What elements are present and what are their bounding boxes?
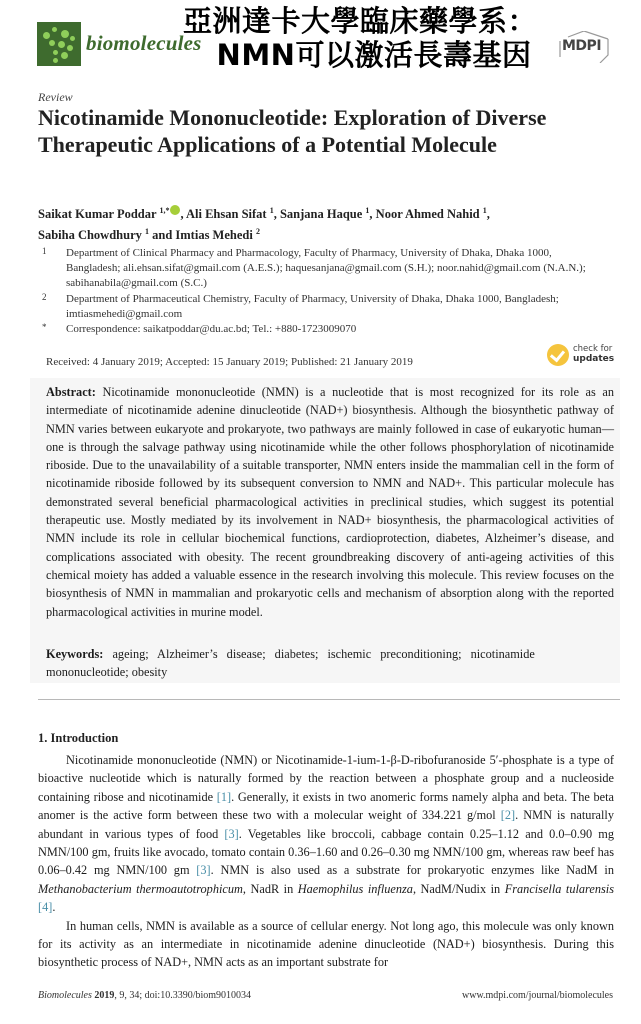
footer-journal: Biomolecules [38, 990, 92, 1001]
species-name: Francisella tularensis [504, 881, 614, 896]
mdpi-logo [558, 31, 610, 63]
correspondence [38, 322, 598, 337]
abstract [46, 383, 614, 621]
author[interactable]: Saikat Kumar Poddar [38, 207, 157, 222]
affiliation-number: * [42, 322, 47, 332]
affiliation-text: Department of Pharmaceutical Chemistry, Faculty of Pharmacy, University of Dhaka, Dhaka 1000, Bangladesh; imtiasmehedi@gmail.com [66, 293, 559, 320]
author-list: Saikat Kumar Poddar $^{1,*}$ , Ali Ehsan Sifat $^1$, Sanjana Haque $^1$, Noor Ahmed Nahid $^1$, Sabiha Chowdhury $^1$ and Imtias Mehedi $^2$ [38, 206, 490, 243]
keywords-text: mononucleotide; obesity [46, 665, 168, 680]
footer-url[interactable]: www.mdpi.com/journal/biomolecules [462, 990, 613, 1001]
author[interactable]: Ali Ehsan Sifat [186, 207, 267, 222]
author-affiliation-sup: 1,* [159, 206, 170, 215]
footer-year: 2019 [94, 990, 115, 1001]
overlay-caption-line1: 亞洲達卡大學臨床藥學系： [182, 4, 537, 38]
introduction-body [38, 751, 614, 972]
footer-doi[interactable]: , 9, 34; doi:10.3390/biom9010034 [114, 990, 252, 1001]
orcid-icon[interactable] [170, 205, 180, 215]
section-divider [38, 699, 620, 700]
author[interactable]: Imtias Mehedi [175, 228, 253, 243]
article-title: Nicotinamide Mononucleotide: Exploration of Diverse Therapeutic Applications of a Potential Molecule [38, 105, 547, 157]
affiliation-text: Department of Clinical Pharmacy and Pharmacology, Faculty of Pharmacy, University of Dhaka, Dhaka 1000, Bangladesh; ali.ehsan.sifat@gmail.com (A.E.S.); haquesanjana@gmail.com (S.H.); noor.nahid@gmail.com (N.A.N.); sabihanabila@gmail.com (S.C.) [66, 247, 586, 289]
abstract-text: Nicotinamide mononucleotide (NMN) is a nucleotide that is most recognized for its role as an intermediate of nicotinamide adenine dinucleotide (NAD+) biosynthesis. Although the biosynthetic pathway of NMN varies between eukaryote and prokaryote, two pathways are mainly followed in case of eukaryotic human—one is through the salvage pathway using nicotinamide while the other follows phosphorylation of nicotinamide riboside. Due to the unavailability of a suitable transporter, NMN enters inside the mammalian cell in the form of nicotinamide riboside followed by its subsequent conversion to NMN and NAD+. This particular molecule has demonstrated several beneficial pharmacological activities in preclinical studies, which suggest its potential therapeutic use. Mostly mediated by its involvement in NAD+ biosynthesis, the pharmacological activities of NMN include its role in cellular biochemical functions, cardioprotection, diabetes, Alzheimer’s disease, and complications associated with obesity. The recent groundbreaking discovery of anti-ageing activities of this chemical moiety has added a valuable essence in the research involving this molecule. This review focuses on the biosynthesis of NMN in mammalian and prokaryotic cells and mechanism of absorption along with the reported pharmacological activities in murine model. [46, 385, 614, 619]
journal-logo-icon [37, 22, 81, 66]
journal-name: biomolecules [86, 31, 202, 55]
affiliation [38, 246, 598, 291]
publication-dates: Received: 4 January 2019; Accepted: 15 January 2019; Published: 21 January 2019 [46, 356, 413, 368]
citation-link[interactable]: [1] [216, 789, 232, 804]
author[interactable]: Sanjana Haque [279, 207, 363, 222]
affiliation [38, 292, 598, 322]
checkmark-icon [547, 344, 569, 366]
author[interactable]: Noor Ahmed Nahid [375, 207, 480, 222]
affiliation-number: 2 [42, 292, 47, 302]
publisher-name: MDPI [562, 38, 602, 54]
footer-citation [38, 990, 251, 1001]
species-name: Haemophilus influenza [297, 881, 413, 896]
author-affiliation-sup: 1 [269, 206, 274, 215]
section-heading: 1. Introduction [38, 731, 119, 745]
overlay-caption-line2: NMN可以激活長壽基因 [216, 38, 532, 72]
author[interactable]: Sabiha Chowdhury [38, 228, 142, 243]
author-affiliation-sup: 1 [365, 206, 370, 215]
affiliation-number: 1 [42, 246, 47, 256]
keywords-label: Keywords: [46, 647, 104, 661]
author-affiliation-sup: 1 [145, 227, 149, 237]
citation-link[interactable]: [2] [500, 808, 516, 823]
species-name: Methanobacterium thermoautotrophicum [38, 881, 243, 896]
citation-link[interactable]: [3] [224, 826, 239, 841]
keywords [46, 645, 614, 682]
author-affiliation-sup: 2 [255, 227, 260, 237]
author-affiliation-sup: 1 [482, 206, 487, 215]
paragraph: Nicotinamide mononucleotide (NMN) or Nicotinamide-1-ium-1-β-D-ribofuranoside 5′-phosphate is a type of bioactive nucleotide which is naturally formed by the reaction between a phosphate group and a nucleoside containing ribose and nicotinamide [1]. Generally, it exists in two anomeric forms namely alpha and beta. The beta anomer is the active form between these two with a molecular weight of 334.221 g/mol [2]. NMN is naturally abundant in various types of food [3]. Vegetables like broccoli, cabbage contain 0.25–1.12 and 0.0–0.90 mg NMN/100 gm, fruits like avocado, tomato contain 0.36–1.60 and 0.26–0.30 mg NMN/100 gm, whereas raw beef has 0.06–0.42 mg NMN/100 gm [3]. NMN is also used as a substrate for prokaryotic enzymes like NadM in Methanobacterium thermoautotrophicum, NadR in Haemophilus influenza, NadM/Nudix in Francisella tularensis [4]. [38, 753, 614, 915]
check-for-updates-button[interactable]: check for updates [547, 342, 627, 370]
article-type: Review [38, 90, 73, 104]
citation-link[interactable]: [3] [196, 863, 211, 878]
overlay-caption [160, 4, 560, 72]
keywords-text: ageing; Alzheimer’s disease; diabetes; ischemic preconditioning; nicotinamide [112, 647, 535, 661]
abstract-label: Abstract: [46, 385, 96, 399]
correspondence-text: Correspondence: saikatpoddar@du.ac.bd; Tel.: +880-1723009070 [66, 323, 357, 335]
paragraph: In human cells, NMN is available as a source of cellular energy. Not long ago, this molecule was only known for its activity as an intermediate in nicotinamide adenine dinucleotide (NAD+) biosynthesis. During this biosynthetic process of NAD+, NMN acts as an important substrate for [38, 918, 614, 970]
citation-link[interactable]: [4] [38, 900, 53, 915]
